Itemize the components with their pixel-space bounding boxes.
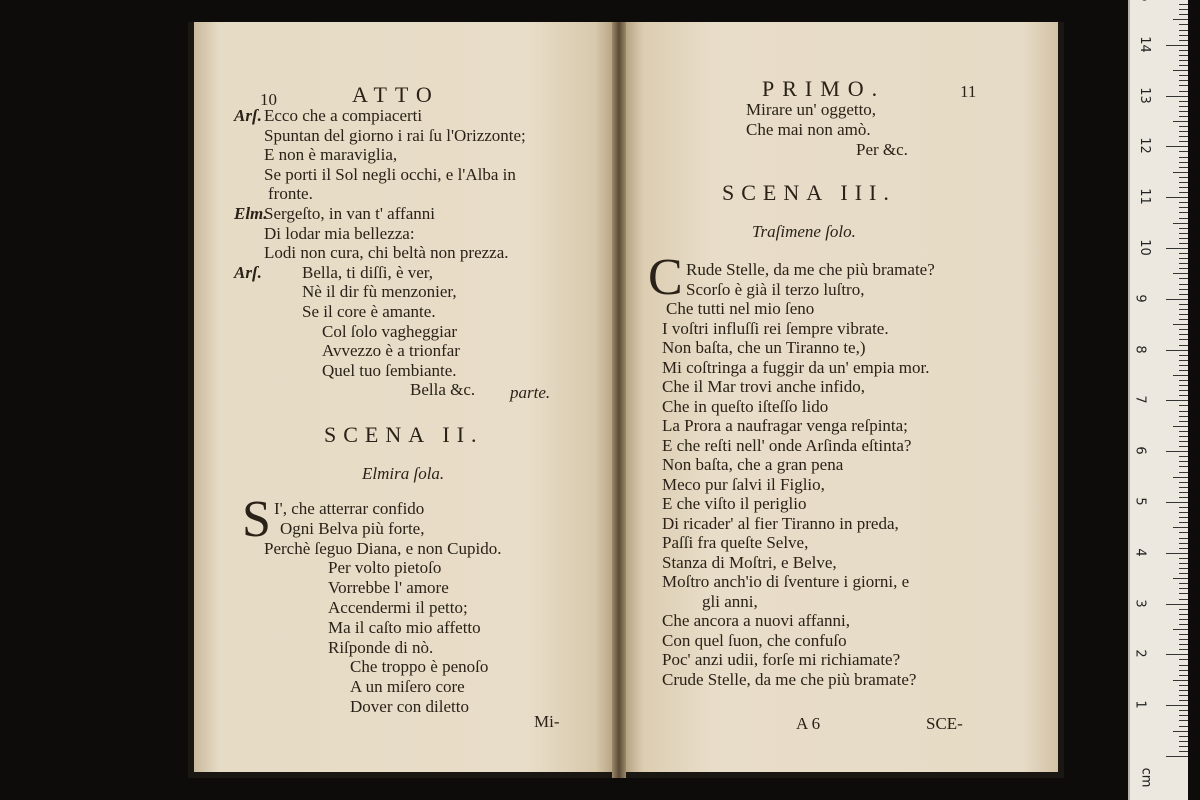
ruler-tick [1179,329,1188,330]
ruler-tick [1179,50,1188,51]
verse-line: Poc' anzi udii, forſe mi richiamate? [662,650,901,669]
ruler-tick [1179,365,1188,366]
ruler-tick [1179,436,1188,437]
ruler-tick [1179,538,1188,539]
verse-line: Mirare un' oggetto, [746,100,877,119]
verse-line: I', che atterrar confido [274,499,425,518]
ruler-tick [1173,172,1188,173]
speaker-label: Arſ. [234,106,262,125]
ruler-tick [1179,35,1188,36]
ruler-tick [1179,106,1188,107]
right-catchword: SCE- [926,714,963,733]
ruler-tick [1179,456,1188,457]
ruler-tick [1179,599,1188,600]
dialogue-line: fronte. [268,184,313,204]
verse-line: Che ancora a nuovi affanni, [662,611,851,630]
ruler-tick [1166,400,1188,401]
ruler-tick [1179,233,1188,234]
ruler-tick [1179,218,1188,219]
ruler-tick [1166,502,1188,503]
ruler-tick [1173,731,1188,732]
left-page [194,22,612,772]
ruler-tick [1179,710,1188,711]
verse-line: Meco pur ſalvi il Figlio, [662,474,825,494]
ruler-tick [1173,629,1188,630]
verse-line: Ma il caſto mio affetto [328,617,481,637]
ruler-tick [1166,756,1188,757]
ruler-tick [1179,532,1188,533]
dialogue-line: Ecco che a compiacerti [264,106,423,125]
ruler-tick [1173,19,1188,20]
ruler-tick [1179,558,1188,559]
ruler-tick [1179,167,1188,168]
ruler-tick [1179,294,1188,295]
right-running-header: PRIMO. [762,76,886,101]
ruler-tick [1179,192,1188,193]
ruler-tick [1179,60,1188,61]
scene-3-title: SCENA III. [722,180,896,205]
ruler-tick [1179,91,1188,92]
dialogue-line: Col ſolo vagheggiar [322,321,458,341]
verse-line: E che reſti nell' onde Arſinda eſtinta? [662,435,912,455]
ruler-tick [1179,517,1188,518]
ruler-tick [1179,472,1188,473]
verse-line: Di ricader' al fier Tiranno in preda, [662,513,899,533]
ruler-tick [1179,268,1188,269]
ruler-tick [1179,543,1188,544]
verse-line: Ogni Belva più forte, [280,518,425,538]
ruler-tick [1179,75,1188,76]
dialogue-line: Bella, ti diſſi, è ver, [302,262,434,282]
ruler-tick [1179,644,1188,645]
verse-line: Non baſta, che un Tiranno te,) [662,338,866,357]
left-page-number: 10 [260,90,277,109]
ruler-tick [1179,151,1188,152]
verse-line: Vorrebbe l' amore [328,578,449,598]
ruler-tick [1179,568,1188,569]
verse-line: Perchè ſeguo Diana, e non Cupido. [264,538,502,558]
dialogue-line: Avvezzo è a trionfar [322,341,460,361]
ruler-number: 4 [1132,548,1148,557]
verse-line: La Prora a naufragar venga reſpinta; [662,416,908,435]
ruler-tick [1179,563,1188,564]
scene-3-character: Traſimene ſolo. [752,222,856,241]
ruler-tick [1179,720,1188,721]
verse-line: Mi coſtringa a fuggir da un' empia mor. [662,357,930,377]
ruler-tick [1179,588,1188,589]
ruler-tick [1179,522,1188,523]
verse-line: Crude Stelle, da me che più bramate? [662,669,917,689]
scene-2-title: SCENA II. [324,422,484,447]
ruler-tick [1179,228,1188,229]
verse-line: Scorſo è già il terzo luſtro, [686,279,865,299]
ruler-tick [1173,578,1188,579]
dialogue-line: Quel tuo ſembiante. [322,360,457,380]
ruler-tick [1179,461,1188,462]
ruler-tick [1179,431,1188,432]
ruler-tick [1179,507,1188,508]
ruler-tick [1179,80,1188,81]
ruler-tick [1179,202,1188,203]
ruler-tick [1166,451,1188,452]
stage-direction-exit: parte. [510,383,551,402]
ruler-tick [1173,223,1188,224]
dialogue-line: E non è maraviglia, [264,145,398,165]
ruler-tick [1179,573,1188,574]
ruler-tick [1179,278,1188,279]
ruler-tick [1179,187,1188,188]
ruler-tick [1179,385,1188,386]
ruler-tick [1166,248,1188,249]
ruler-tick [1179,370,1188,371]
ruler-tick [1179,309,1188,310]
ruler-tick [1179,619,1188,620]
dialogue-line: Se il core è amante. [302,302,436,321]
ruler-tick [1179,487,1188,488]
ruler-tick [1179,141,1188,142]
ruler-tick [1173,324,1188,325]
ruler-tick [1179,263,1188,264]
ruler-tick [1179,482,1188,483]
dialogue-line: Spuntan del giorno i rai ſu l'Orizzonte; [264,125,526,145]
verse-line: Paſſi fra queſte Selve, [662,533,809,552]
ruler-tick [1166,654,1188,655]
ruler-tick [1179,136,1188,137]
verse-line: Riſponde di nò. [328,637,434,657]
ruler-tick [1179,736,1188,737]
ruler-tick [1179,289,1188,290]
verse-line: Che tutti nel mio ſeno [666,299,815,318]
right-page [626,22,1058,772]
ruler-tick [1179,593,1188,594]
ruler-tick [1166,705,1188,706]
ruler-tick [1179,746,1188,747]
ruler-tick [1179,548,1188,549]
ruler-tick [1179,411,1188,412]
ruler-number: 11 [1136,188,1152,205]
ruler-tick [1179,690,1188,691]
ruler-tick [1179,441,1188,442]
ruler-tick [1179,334,1188,335]
ruler-tick [1179,670,1188,671]
ruler-tick [1179,380,1188,381]
verse-line: Che mai non amò. [746,120,871,139]
ruler-tick [1179,304,1188,305]
verse-line: Che in queſto iſteſſo lido [662,396,829,416]
ruler-number: 14 [1136,36,1152,53]
ruler-tick [1179,395,1188,396]
ruler-number: 9 [1132,294,1148,303]
ruler-tick [1179,319,1188,320]
dialogue-line: Lodi non cura, chi beltà non prezza. [264,243,509,263]
ruler-tick [1179,614,1188,615]
ruler-tick [1179,624,1188,625]
ruler-tick [1179,685,1188,686]
ruler-tick [1179,360,1188,361]
right-page-number: 11 [960,82,977,101]
ruler-number: 13 [1136,86,1152,104]
ruler-tick [1179,314,1188,315]
ruler-tick [1179,258,1188,259]
ruler-tick [1179,405,1188,406]
verse-line: Stanza di Moſtri, e Belve, [662,552,837,572]
ruler-tick [1179,207,1188,208]
ruler-tick [1179,177,1188,178]
ruler-tick [1179,212,1188,213]
ruler-tick [1179,14,1188,15]
ruler-tick [1179,695,1188,696]
ruler-tick [1166,96,1188,97]
ruler-number: 6 [1132,446,1148,455]
ruler-tick [1179,639,1188,640]
ruler-tick [1179,665,1188,666]
ruler-tick [1166,350,1188,351]
verse-line: I voſtri influſſi rei ſempre vibrate. [662,318,889,338]
dialogue-line: Nè il dir fù menzonier, [302,282,457,302]
verse-line: Per &c. [856,140,908,159]
ruler-tick [1173,70,1188,71]
ruler-tick [1179,659,1188,660]
dialogue-line: Sergeſto, in van t' affanni [264,204,435,223]
book-gutter [612,22,626,778]
dialogue-line: Se porti il Sol negli occhi, e l'Alba in [264,164,516,184]
ruler-tick [1179,116,1188,117]
verse-line: Non baſta, che a gran pena [662,455,844,474]
speaker-label: Elm. [234,204,268,223]
ruler-tick [1179,243,1188,244]
ruler-number: 10 [1136,239,1152,256]
ruler-tick [1179,609,1188,610]
left-running-header: ATTO [352,82,440,107]
ruler-tick [1179,446,1188,447]
ruler-tick [1179,715,1188,716]
ruler-tick [1179,634,1188,635]
left-catchword: Mi- [534,712,560,731]
ruler-tick [1179,131,1188,132]
ruler-tick [1166,299,1188,300]
ruler-tick [1179,466,1188,467]
ruler-tick [1179,355,1188,356]
speaker-label: Arſ. [234,262,262,282]
ruler-tick [1179,101,1188,102]
ruler-tick [1179,253,1188,254]
verse-line: Che il Mar trovi anche infido, [662,377,866,396]
ruler-number: 7 [1132,395,1148,405]
ruler-tick [1179,182,1188,183]
ruler-tick [1173,426,1188,427]
ruler-tick [1179,497,1188,498]
ruler-tick [1166,45,1188,46]
ruler-tick [1179,726,1188,727]
ruler-tick [1179,55,1188,56]
ruler-tick [1179,24,1188,25]
open-book [188,22,1064,778]
ruler-tick [1179,162,1188,163]
signature-mark: A 6 [796,714,821,733]
verse-line: Dover con diletto [350,697,469,716]
ruler-tick [1179,751,1188,752]
ruler-number: 1 [1132,700,1148,709]
ruler-tick [1179,421,1188,422]
ruler-tick [1173,527,1188,528]
ruler-tick [1173,680,1188,681]
ruler-tick [1179,4,1188,5]
ruler-tick [1166,146,1188,147]
dialogue-line: Bella &c. [410,380,476,400]
ruler-tick [1173,375,1188,376]
ruler-tick [1179,345,1188,346]
verse-line: Per volto pietoſo [328,558,442,578]
ruler-tick [1173,121,1188,122]
drop-cap-s: S [242,491,271,548]
ruler-number: 3 [1132,598,1148,608]
ruler-number: 5 [1132,497,1148,506]
measuring-ruler [1128,0,1188,800]
scene-2-character: Elmira ſola. [362,464,445,483]
drop-cap-c: C [648,249,683,306]
ruler-tick [1173,273,1188,274]
ruler-tick [1179,9,1188,10]
ruler-tick [1179,157,1188,158]
ruler-tick [1173,477,1188,478]
ruler-tick [1179,675,1188,676]
ruler-number: 2 [1132,649,1148,659]
ruler-tick [1179,111,1188,112]
ruler-tick [1179,339,1188,340]
dialogue-line: Di lodar mia bellezza: [264,223,415,243]
ruler-tick [1166,553,1188,554]
ruler-number: 8 [1132,344,1148,354]
ruler-tick [1179,512,1188,513]
ruler-tick [1179,30,1188,31]
ruler-tick [1179,390,1188,391]
ruler-tick [1179,700,1188,701]
ruler-tick [1179,238,1188,239]
ruler-number [1137,0,1152,2]
verse-line: Con quel ſuon, che confuſo [662,630,847,650]
verse-line: E che viſto il periglio [662,494,807,513]
ruler-tick [1179,492,1188,493]
ruler-tick [1166,197,1188,198]
ruler-tick [1179,741,1188,742]
ruler-tick [1179,126,1188,127]
verse-line: gli anni, [702,591,758,611]
verse-line: A un miſero core [350,677,465,697]
ruler-tick [1179,649,1188,650]
verse-line: Accendermi il petto; [328,598,468,617]
verse-line: Che troppo è penoſo [350,657,489,677]
ruler-tick [1179,85,1188,86]
ruler-unit-label: cm [1138,767,1154,788]
ruler-tick [1179,40,1188,41]
verse-line: Moſtro anch'io di ſventure i giorni, e [662,572,910,591]
ruler-tick [1179,65,1188,66]
ruler-number: 12 [1136,137,1152,155]
ruler-tick [1179,284,1188,285]
verse-line: Rude Stelle, da me che più bramate? [686,260,935,279]
ruler-tick [1179,416,1188,417]
ruler-tick [1179,583,1188,584]
ruler-tick [1166,604,1188,605]
